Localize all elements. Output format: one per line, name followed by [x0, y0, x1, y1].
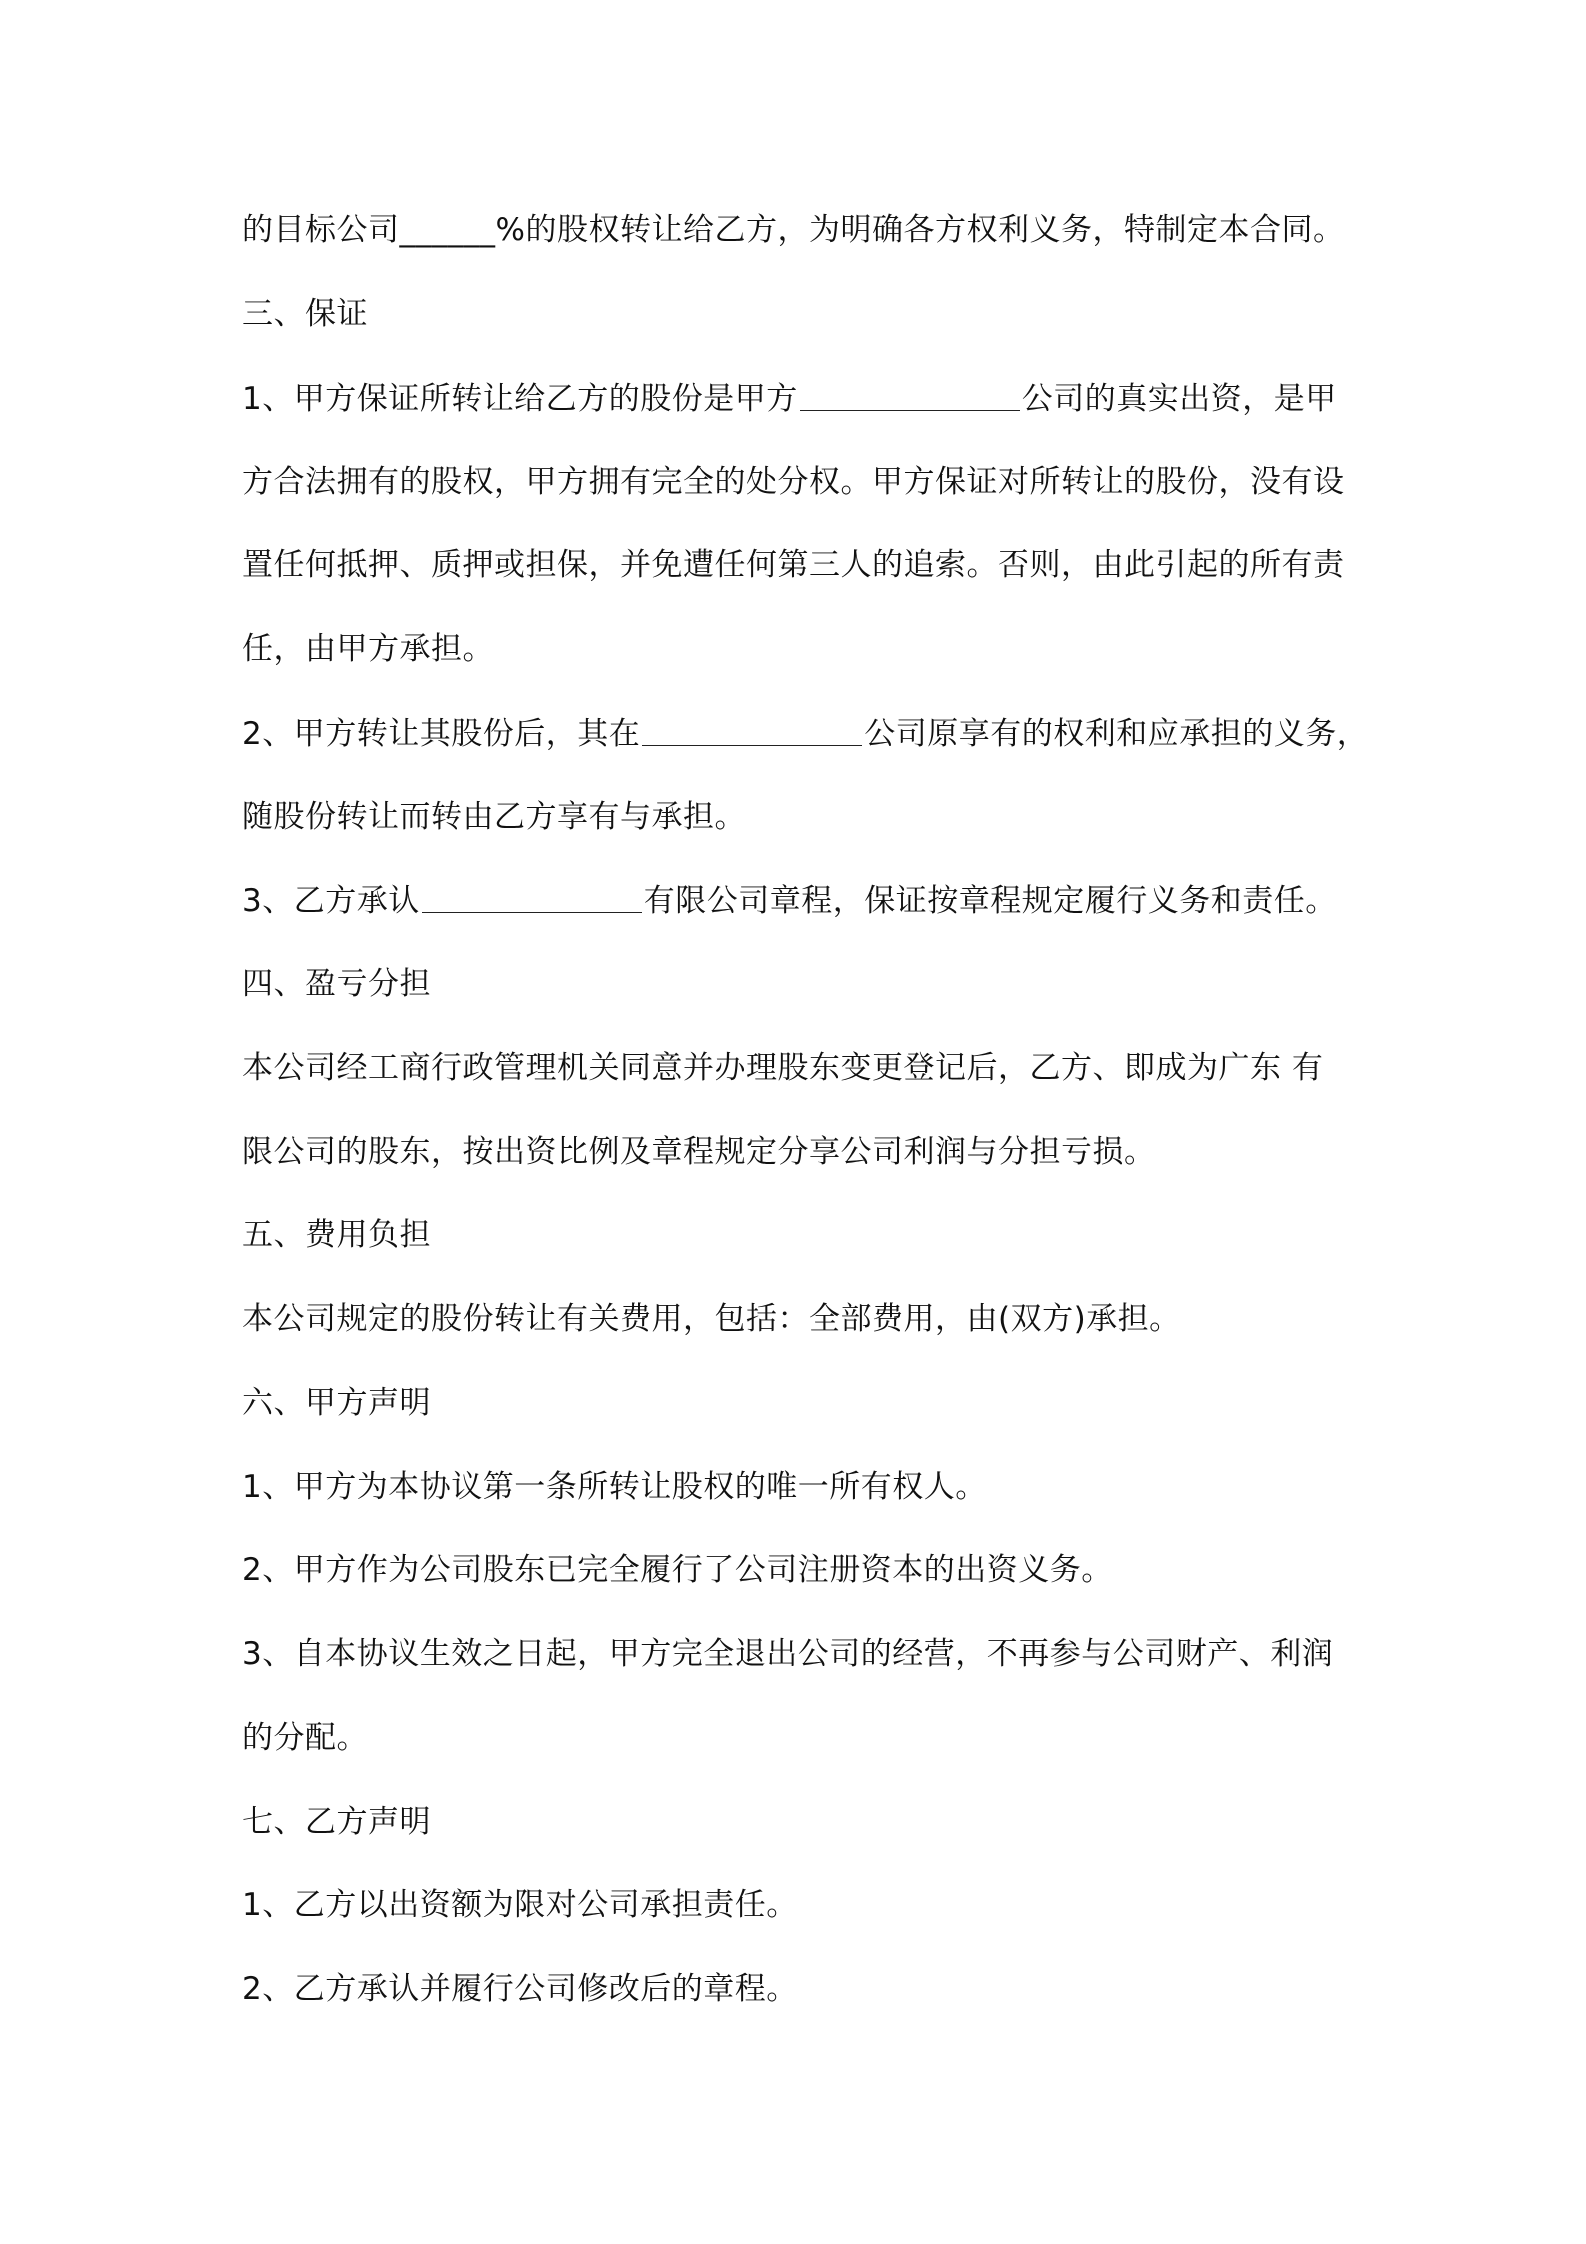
fill-in-blank: [422, 872, 642, 913]
text-line: [242, 1626, 1362, 1682]
line-text: 任，由甲方承担。: [242, 631, 494, 667]
line-text: 置任何抵押、质押或担保，并免遭任何第三人的追索。否则，由此引起的所有责: [242, 547, 1345, 583]
line-text: 3、自本协议生效之日起，甲方完全退出公司的经营，不再参与公司财产、利润: [242, 1636, 1334, 1672]
text-line: [242, 1040, 1362, 1096]
section-heading: [242, 1794, 1362, 1850]
section-heading: [242, 956, 1362, 1012]
line-text-after-blank: 公司原享有的权利和应承担的义务，: [864, 716, 1369, 752]
line-text: 方合法拥有的股权，甲方拥有完全的处分权。甲方保证对所转让的股份，没有设: [242, 464, 1345, 500]
text-line: [242, 202, 1362, 258]
line-text-after-blank: 公司的真实出资，是甲: [1021, 381, 1337, 417]
text-line: [242, 872, 1362, 928]
text-line: [242, 1877, 1362, 1933]
text-line: [242, 789, 1362, 845]
line-text: 1、乙方以出资额为限对公司承担责任。: [242, 1887, 798, 1923]
heading-text: 三、保证: [242, 296, 368, 332]
text-line: [242, 1961, 1362, 2017]
line-text: 限公司的股东，按出资比例及章程规定分享公司利润与分担亏损。: [242, 1134, 1156, 1170]
line-text: 本公司规定的股份转让有关费用，包括：全部费用，由(双方)承担。: [242, 1301, 1181, 1337]
heading-text: 七、乙方声明: [242, 1804, 431, 1840]
line-text-after-blank: 有限公司章程，保证按章程规定履行义务和责任。: [643, 883, 1337, 919]
line-text: 2、乙方承认并履行公司修改后的章程。: [242, 1971, 798, 2007]
section-heading: [242, 1375, 1362, 1431]
text-line: [242, 537, 1362, 593]
text-line: [242, 1542, 1362, 1598]
section-heading: [242, 286, 1362, 342]
text-line: [242, 1124, 1362, 1180]
heading-text: 四、盈亏分担: [242, 966, 431, 1002]
heading-text: 六、甲方声明: [242, 1385, 431, 1421]
line-text: 本公司经工商行政管理机关同意并办理股东变更登记后，乙方、即成为广东 有: [242, 1050, 1324, 1086]
line-text: 的分配。: [242, 1720, 368, 1756]
line-text: 2、甲方作为公司股东已完全履行了公司注册资本的出资义务。: [242, 1552, 1113, 1588]
text-line: [242, 621, 1362, 677]
line-text: 3、乙方承认: [242, 883, 420, 919]
text-line: [242, 370, 1362, 426]
text-line: [242, 1459, 1362, 1515]
line-text: 随股份转让而转由乙方享有与承担。: [242, 799, 746, 835]
section-heading: [242, 1207, 1362, 1263]
line-text: 1、甲方保证所转让给乙方的股份是甲方: [242, 381, 798, 417]
text-line: [242, 705, 1369, 761]
line-text: 1、甲方为本协议第一条所转让股权的唯一所有权人。: [242, 1469, 987, 1505]
heading-text: 五、费用负担: [242, 1217, 431, 1253]
text-line: [242, 1710, 1362, 1766]
line-text: 的目标公司______%的股权转让给乙方，为明确各方权利义务，特制定本合同。: [242, 212, 1345, 248]
fill-in-blank: [642, 705, 862, 746]
fill-in-blank: [800, 370, 1020, 411]
line-text: 2、甲方转让其股份后，其在: [242, 716, 641, 752]
text-line: [242, 454, 1362, 510]
text-line: [242, 1291, 1362, 1347]
